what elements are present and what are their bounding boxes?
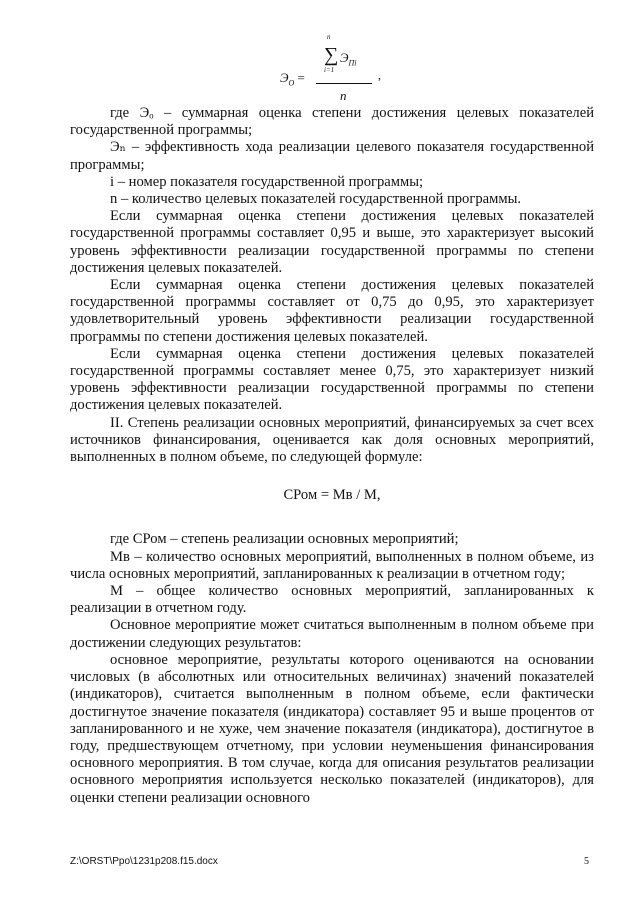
sum-upper-limit: n	[327, 33, 331, 41]
equals-sign: =	[297, 70, 305, 85]
paragraph-8: II. Степень реализации основных мероприятий, финансируемых за счет всех источников финансирования, оценивается как доля основных мероприятий, выполненных в полном объеме, по следующей формуле:	[70, 414, 594, 466]
formula-comma: ,	[378, 68, 381, 82]
paragraph-13: основное мероприятие, результаты которого оцениваются на основании числовых (в абсолютных или относительных величинах) значений показателей (индикаторов), считается выполненным в полном объеме, если фактически достигнутое значение показателя (индикатора) составляет 95 и выше процентов от запланированного и не хуже, чем значение показателя (индикатора), достигнутое в году, предшествующем отчетному, при условии неуменьшения финансирования основного мероприятия. В том случае, когда для описания результатов реализации основного мероприятия используется несколько показателей (индикаторов), для оценки степени реализации основного	[70, 651, 594, 806]
paragraph-3: i – номер показателя государственной программы;	[110, 173, 424, 190]
formula-summary-score	[280, 33, 390, 103]
fraction-bar	[316, 83, 372, 84]
paragraph-1: где Эₒ – суммарная оценка степени достижения целевых показателей государственной программы;	[70, 105, 594, 139]
paragraph-10: Мв – количество основных мероприятий, выполненных в полном объеме, из числа основных мероприятий, запланированных к реализации в отчетном году;	[70, 548, 594, 582]
sum-term-subscript: Пi	[348, 58, 357, 68]
paragraph-6: Если суммарная оценка степени достижения целевых показателей государственной программы составляет от 0,75 до 0,95, это характеризует удовлетворительный уровень эффективности реализации государственной программы по степени достижения целевых показателей.	[70, 277, 594, 345]
document-body	[70, 105, 594, 807]
paragraph-9: где СРом – степень реализации основных мероприятий;	[110, 531, 459, 548]
sum-lower-limit: i=1	[324, 66, 335, 74]
page-number: 5	[584, 856, 589, 867]
paragraph-11: М – общее количество основных мероприятий, запланированных к реализации в отчетном году.	[70, 583, 594, 617]
sum-sign: ∑	[324, 44, 339, 66]
paragraph-12: Основное мероприятие может считаться выполненным в полном объеме при достижении следующих результатов:	[70, 617, 594, 651]
paragraph-2: Эₙ – эффективность хода реализации целевого показателя государственной программы;	[70, 139, 594, 173]
formula-denominator: n	[340, 88, 347, 103]
lhs-subscript: О	[288, 78, 295, 88]
paragraph-7: Если суммарная оценка степени достижения целевых показателей государственной программы составляет менее 0,75, это характеризует низкий уровень эффективности реализации государственной программы по степени достижения целевых показателей.	[70, 345, 594, 414]
paragraph-5: Если суммарная оценка степени достижения целевых показателей государственной программы составляет 0,95 и выше, это характеризует высокий уровень эффективности реализации государственной программы по степени достижения целевых показателей.	[70, 208, 594, 276]
sum-term: $Э_{Пi}$	[340, 50, 357, 68]
formula-main-activities: СРом = Мв / М,	[283, 487, 381, 504]
formula-lhs: $Э_О$ =	[280, 70, 305, 88]
footer-file-path: Z:\ORST\Ppo\1231p208.f15.docx	[70, 856, 218, 867]
paragraph-4: n – количество целевых показателей государственной программы.	[110, 191, 522, 208]
